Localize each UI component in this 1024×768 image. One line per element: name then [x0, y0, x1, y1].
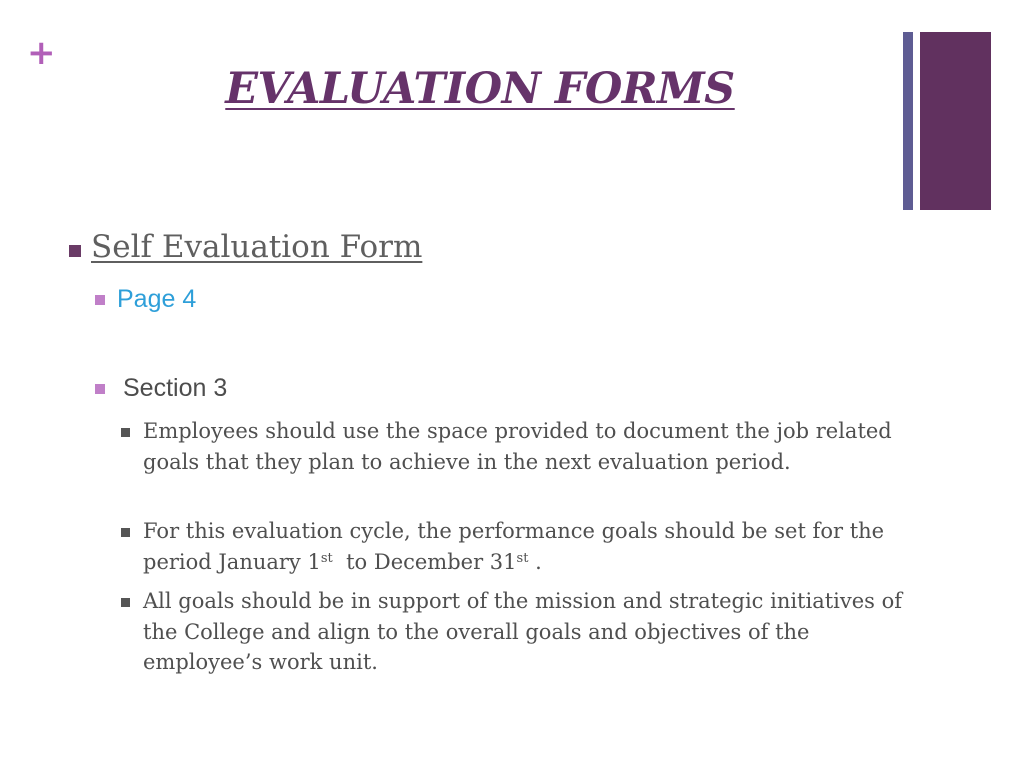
superscript-st: st: [320, 550, 333, 566]
accent-bar-thin: [903, 32, 913, 210]
superscript-st: st: [516, 550, 529, 566]
square-bullet-icon: [69, 245, 81, 257]
square-bullet-icon: [121, 528, 130, 537]
square-bullet-icon: [95, 295, 105, 305]
square-bullet-icon: [95, 384, 105, 394]
cycle-text-end: .: [528, 549, 542, 574]
cycle-text-middle: to December 31: [332, 549, 517, 574]
slide-title: EVALUATION FORMS: [225, 64, 735, 114]
square-bullet-icon: [121, 428, 130, 437]
accent-bar-thick: [920, 32, 991, 210]
square-bullet-icon: [121, 598, 130, 607]
self-evaluation-form-heading: Self Evaluation Form: [91, 229, 423, 265]
bullet-point-goals-documentation: Employees should use the space provided to document the job related goals that they plan to achieve in the next evaluation period.: [143, 419, 892, 474]
page-4-item: Page 4: [117, 285, 197, 313]
plus-icon: +: [27, 33, 56, 73]
section-3-item: Section 3: [123, 374, 228, 402]
bullet-point-evaluation-cycle: [143, 516, 903, 577]
cycle-text-start: For this evaluation cycle, the performance goals should be set for the period January 1: [143, 519, 885, 574]
bullet-point-mission-alignment: All goals should be in support of the mission and strategic initiatives of the College and align to the overall goals and objectives of the employee’s work unit.: [143, 589, 903, 674]
